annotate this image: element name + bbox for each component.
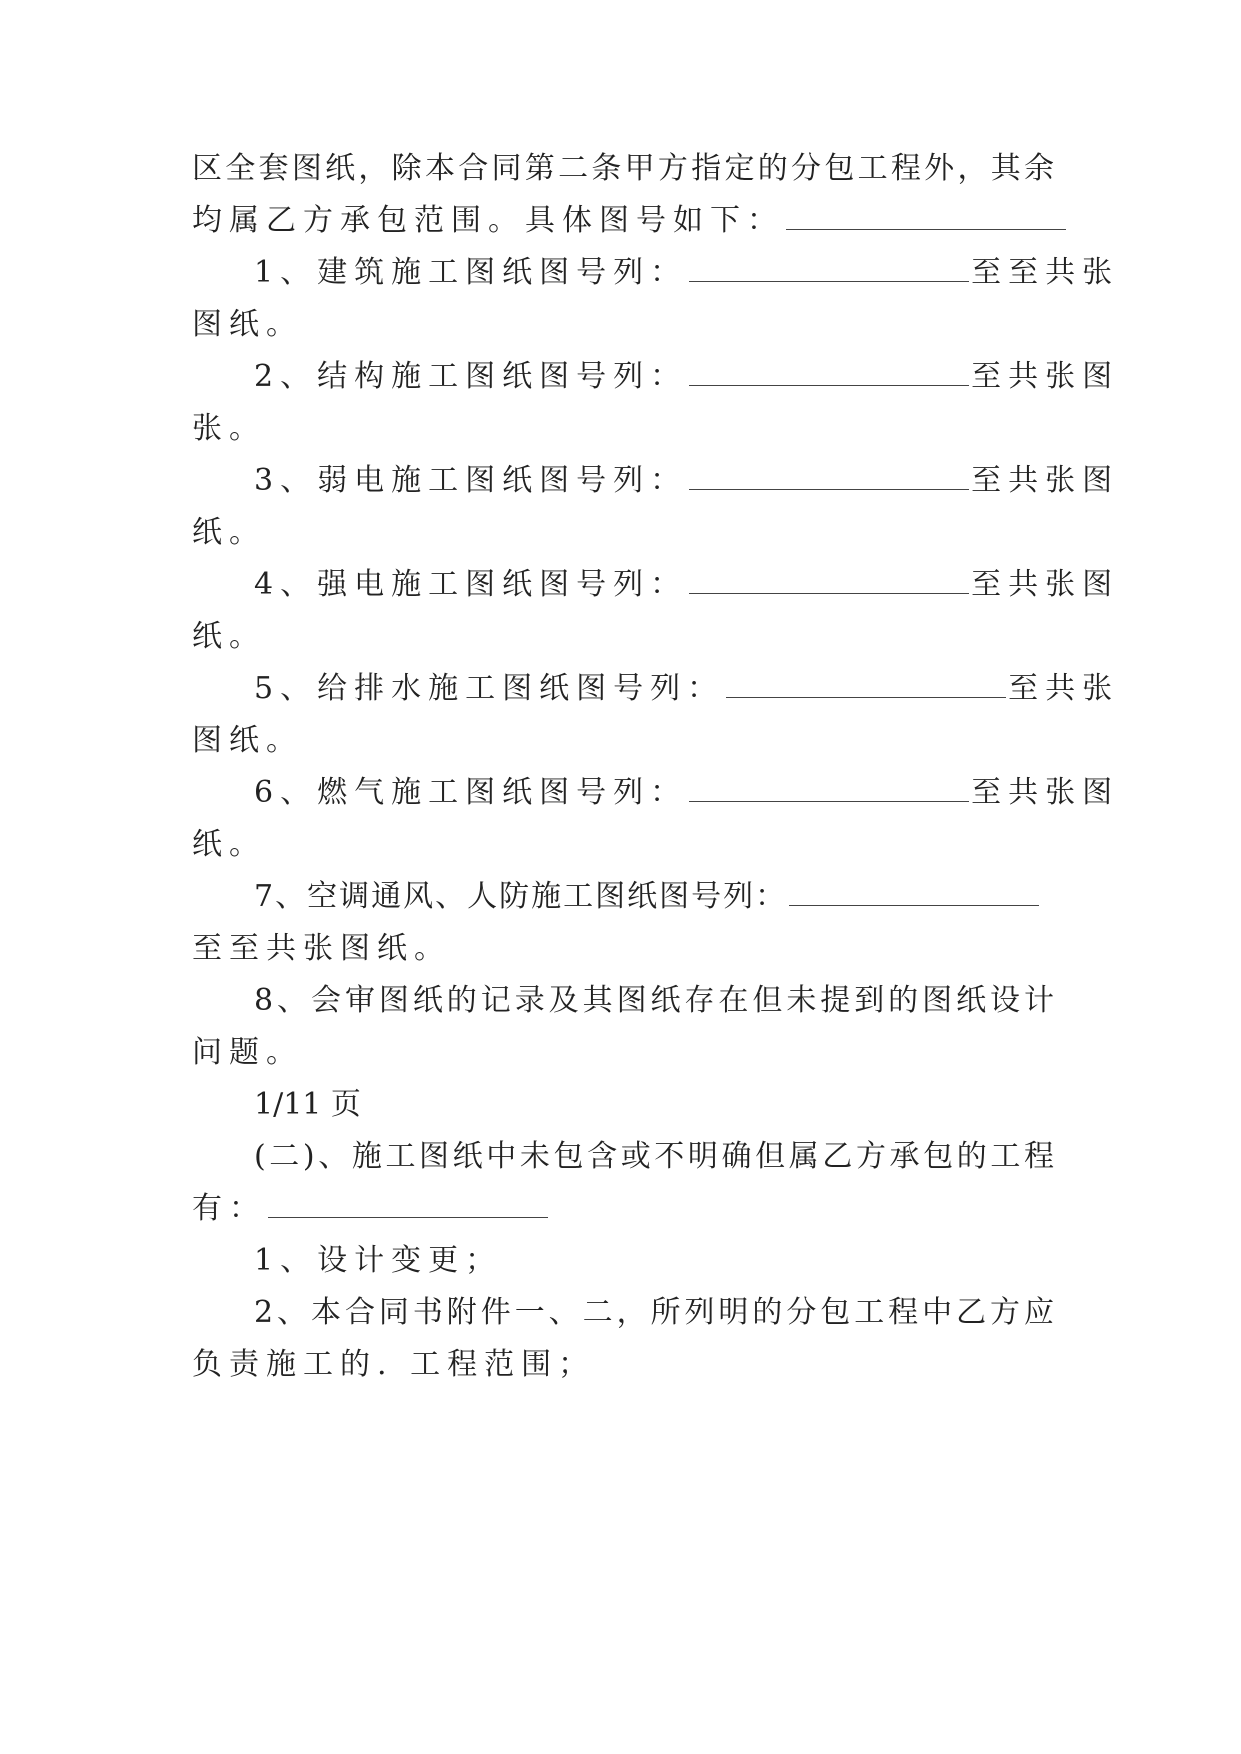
paragraph-line: 纸。	[192, 515, 266, 550]
list-item: 1、建筑施工图纸图号列： 至至共张	[254, 244, 1054, 302]
paragraph-line: 图纸。	[192, 307, 303, 342]
fill-in-blank	[689, 767, 969, 802]
list-item: 2、本合同书附件一、二，所列明的分包工程中乙方应	[254, 1295, 1054, 1330]
fill-in-blank	[689, 351, 969, 386]
fill-in-blank	[689, 455, 969, 490]
paragraph-line: 区全套图纸，除本合同第二条甲方指定的分包工程外，其余	[192, 151, 1054, 186]
list-item: 1、设计变更；	[254, 1243, 503, 1278]
fill-in-blank	[689, 559, 969, 594]
list-item: 3、弱电施工图纸图号列： 至共张图	[254, 452, 1054, 510]
paragraph-line: 负责施工的. 工程范围；	[192, 1347, 596, 1382]
paragraph-line: 问题。	[192, 1035, 303, 1070]
paragraph-line: 纸。	[192, 619, 266, 654]
list-item: 5、给排水施工图纸图号列： 至共张	[254, 660, 1054, 718]
paragraph-line: 有：	[192, 1180, 1054, 1238]
list-item: 8、会审图纸的记录及其图纸存在但未提到的图纸设计	[254, 983, 1054, 1018]
list-item: 4、强电施工图纸图号列： 至共张图	[254, 556, 1054, 614]
paragraph-line: 至至共张图纸。	[192, 931, 451, 966]
list-item: 2、结构施工图纸图号列： 至共张图	[254, 348, 1054, 406]
list-item: 6、燃气施工图纸图号列： 至共张图	[254, 764, 1054, 822]
fill-in-blank	[268, 1183, 548, 1218]
fill-in-blank	[786, 195, 1066, 230]
section-heading: (二)、施工图纸中未包含或不明确但属乙方承包的工程	[254, 1139, 1054, 1174]
paragraph-line: 图纸。	[192, 723, 303, 758]
paragraph-line: 纸。	[192, 827, 266, 862]
paragraph-line: 均属乙方承包范围。具体图号如下：	[192, 192, 1054, 250]
fill-in-blank	[689, 247, 969, 282]
list-item: 7、空调通风、人防施工图纸图号列：	[254, 868, 1054, 926]
page-number: 1/11 页	[254, 1087, 361, 1122]
fill-in-blank	[726, 663, 1006, 698]
fill-in-blank	[789, 871, 1039, 906]
paragraph-line: 张。	[192, 411, 266, 446]
